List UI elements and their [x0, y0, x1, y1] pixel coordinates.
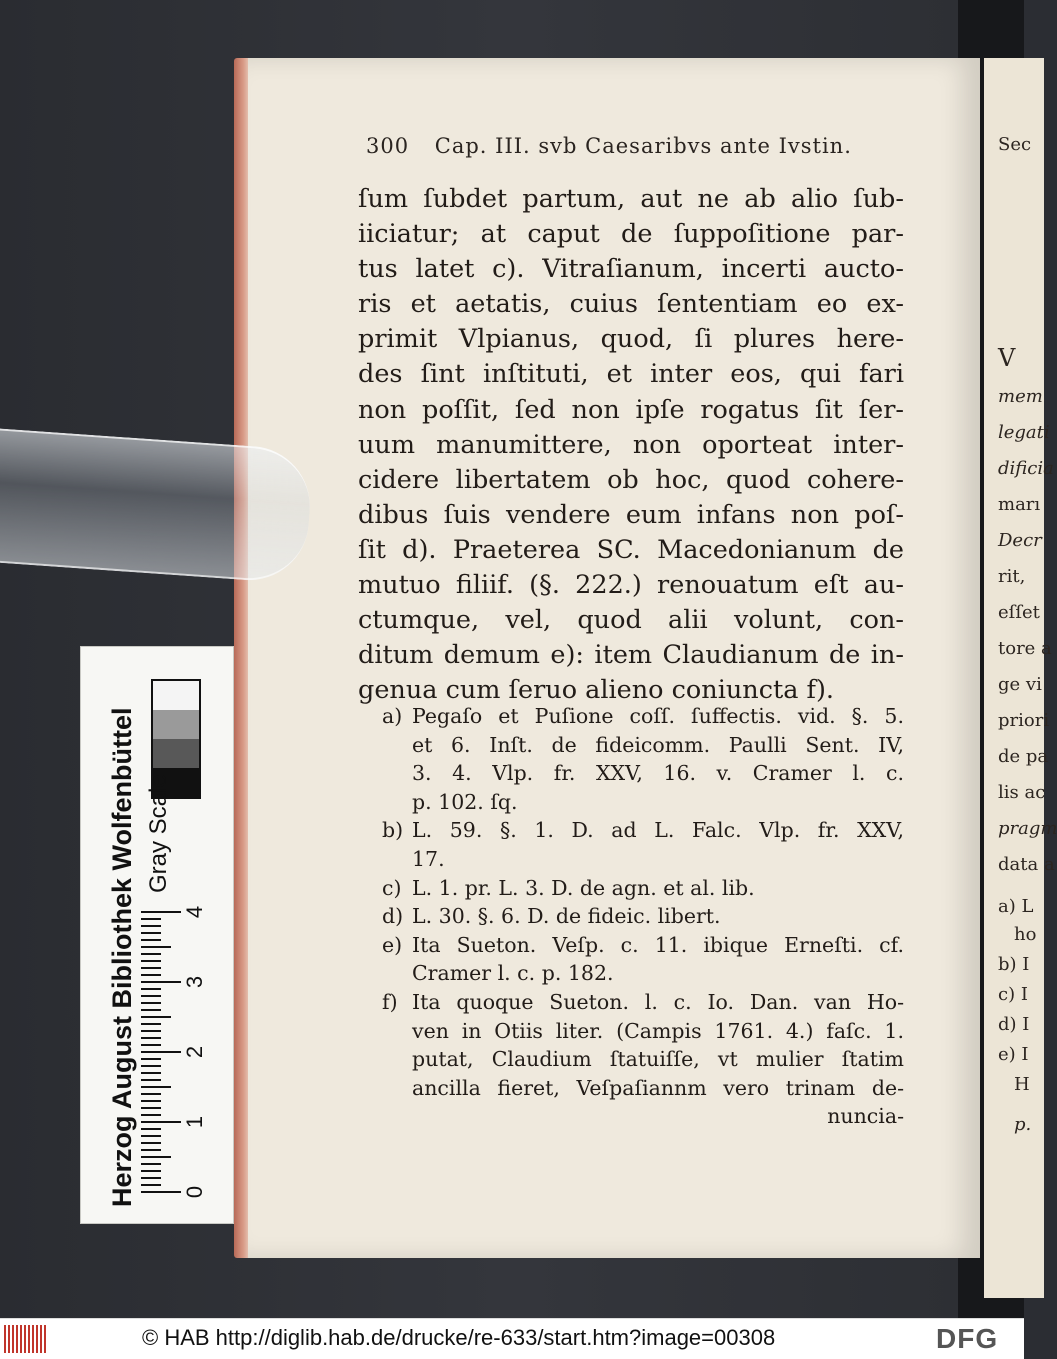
ruler-tick — [141, 995, 161, 997]
facing-page-text: data a — [998, 854, 1055, 875]
footnote-label: c) — [382, 875, 402, 900]
ruler-tick — [141, 1079, 161, 1081]
ruler-tick — [141, 1009, 161, 1011]
ruler-tick — [141, 1058, 161, 1060]
body-line: ditum demum e): item Claudianum de in- — [358, 640, 904, 671]
footnote-line: Ita quoque Sueton. l. c. Io. Dan. van Ho- — [412, 989, 904, 1014]
body-line: non poſſit, ſed non ipſe rogatus ſit ſer- — [358, 394, 904, 425]
body-text — [358, 182, 904, 708]
ruler-number: 3 — [182, 975, 208, 989]
facing-page-text: mem — [998, 386, 1043, 407]
footnote-line: et 6. Inſt. de fideicomm. Paulli Sent. IV, — [412, 732, 904, 757]
footnote-b — [382, 816, 904, 873]
body-line: tus latet c). Vitraſianum, incerti aucto- — [358, 254, 904, 285]
body-line: cidere libertatem ob hoc, quod cohere- — [358, 464, 904, 495]
barcode-icon — [4, 1325, 48, 1353]
footnote-line: ven in Otiis liter. (Campis 1761. 4.) faſc. 1. — [412, 1018, 904, 1043]
ruler-tick — [141, 1065, 161, 1067]
ruler-tick — [141, 1044, 161, 1046]
ruler-tick — [141, 1142, 161, 1144]
ruler-tick — [141, 1156, 171, 1158]
body-line: ctumque, vel, quod alii volunt, con- — [358, 605, 904, 636]
ruler-tick — [141, 1051, 181, 1053]
ruler-tick — [141, 1184, 161, 1186]
facing-page-text: d) I — [998, 1014, 1030, 1035]
footnote-line: putat, Claudium ſtatuiſſe, vt mulier ſtatim — [412, 1047, 904, 1072]
footnote-line: ancilla fieret, Veſpaſiannm vero trinam de- — [412, 1075, 904, 1100]
ruler-tick — [141, 1163, 161, 1165]
ruler-tick — [141, 1121, 181, 1123]
body-line: des ſint inſtituti, et inter eos, qui fari — [358, 359, 904, 390]
ruler-tick — [141, 1072, 161, 1074]
ruler-tick — [141, 1100, 161, 1102]
facing-page-text: H — [1014, 1074, 1030, 1095]
body-line: mutuo filiif. (§. 222.) renouatum eſt au- — [358, 570, 904, 601]
footnote-line: Ita Sueton. Veſp. c. 11. ibique Erneſti. cf. — [412, 932, 904, 957]
body-line: genua cum ſeruo alieno coniuncta f). — [358, 675, 835, 706]
ruler-tick — [141, 1107, 161, 1109]
color-scale-card — [80, 646, 234, 1224]
body-line: ſit d). Praeterea SC. Macedonianum de — [358, 534, 904, 565]
ruler-tick — [141, 960, 161, 962]
facing-page-text: c) I — [998, 984, 1028, 1005]
ruler-tick — [141, 932, 161, 934]
book-page — [248, 58, 980, 1258]
ruler — [137, 905, 217, 1205]
footnote-label: e) — [382, 932, 403, 957]
ruler-tick — [141, 1177, 161, 1179]
footnote-label: d) — [382, 904, 404, 929]
ruler-tick — [141, 1135, 161, 1137]
facing-page-text: p. — [1014, 1114, 1032, 1135]
dfg-logo: DFG — [936, 1323, 999, 1354]
ruler-tick — [141, 1128, 161, 1130]
running-head-title: Cap. III. svb Caesaribvs ante Ivstin. — [434, 134, 852, 158]
footnote-label: b) — [382, 818, 404, 843]
footnote-line: L. 30. §. 6. D. de fideic. libert. — [412, 904, 721, 929]
facing-page-text: e) I — [998, 1044, 1029, 1065]
facing-page-text: lis ac — [998, 782, 1046, 803]
body-line: primit Vlpianus, quod, ſi plures here- — [358, 324, 904, 355]
ruler-tick — [141, 1002, 161, 1004]
ruler-tick — [141, 925, 161, 927]
facing-page-text: tore a — [998, 638, 1052, 659]
footnote-a — [382, 702, 904, 816]
ruler-tick — [141, 1086, 171, 1088]
facing-page-text: V — [998, 344, 1016, 372]
footer-bar — [0, 1318, 1024, 1359]
facing-page-text: de pa — [998, 746, 1049, 767]
ruler-tick — [141, 1037, 161, 1039]
footnote-line: Cramer l. c. p. 182. — [412, 961, 614, 986]
ruler-number: 0 — [182, 1185, 208, 1199]
ruler-tick — [141, 1023, 161, 1025]
ruler-tick — [141, 1114, 161, 1116]
footnote-line: L. 59. §. 1. D. ad L. Falc. Vlp. fr. XXV, — [412, 818, 904, 843]
institution-label: Herzog August Bibliothek Wolfenbüttel — [107, 707, 137, 1207]
running-head — [366, 134, 926, 158]
body-line: uum manumittere, non oporteat inter- — [358, 429, 904, 460]
facing-page-text: Sec — [998, 134, 1032, 155]
glass-page-weight — [0, 428, 314, 584]
facing-page-text: ge vi — [998, 674, 1042, 695]
copyright-link[interactable]: © HAB http://diglib.hab.de/drucke/re-633/start.htm?image=00308 — [142, 1325, 776, 1350]
body-line: dibus ſuis vendere eum infans non poſ- — [358, 499, 904, 530]
footnote-c — [382, 874, 904, 903]
facing-page-text: rit, — [998, 566, 1026, 587]
ruler-tick — [141, 981, 181, 983]
gray-scale-label: Gray Scale — [145, 774, 172, 893]
ruler-tick — [141, 1191, 181, 1193]
footnotes — [382, 702, 904, 1131]
ruler-tick — [141, 1093, 161, 1095]
facing-page-text: b) I — [998, 954, 1030, 975]
ruler-tick — [141, 1170, 161, 1172]
ruler-tick — [141, 918, 161, 920]
facing-page-text: dificia — [998, 458, 1054, 479]
ruler-tick — [141, 974, 161, 976]
ruler-tick — [141, 911, 181, 913]
body-line: iiciatur; at caput de ſuppoſitione par- — [358, 219, 904, 250]
ruler-tick — [141, 967, 161, 969]
catchword: nuncia- — [827, 1104, 904, 1129]
ruler-tick — [141, 1149, 161, 1151]
footnote-e — [382, 931, 904, 988]
facing-page-edge — [984, 58, 1057, 1298]
footnote-line: 17. — [412, 846, 445, 871]
facing-page-text: pragm — [998, 818, 1057, 839]
ruler-number: 1 — [182, 1115, 208, 1129]
ruler-tick — [141, 953, 161, 955]
footnote-line: Pegaſo et Puſione coſſ. ſuffectis. vid. §. 5. — [412, 704, 904, 728]
facing-page-text: Decr — [998, 530, 1042, 551]
ruler-tick — [141, 1030, 161, 1032]
footnote-label: f) — [382, 989, 398, 1014]
ruler-number: 2 — [182, 1045, 208, 1059]
facing-page-text: priori — [998, 710, 1050, 731]
ruler-tick — [141, 946, 171, 948]
body-line: ris et aetatis, cuius ſententiam eo ex- — [358, 289, 904, 320]
ruler-tick — [141, 939, 161, 941]
footnote-label: a) — [382, 704, 403, 728]
page-number: 300 — [366, 134, 410, 158]
ruler-tick — [141, 1016, 171, 1018]
facing-page-text: legati — [998, 422, 1050, 443]
facing-page-text: eſſet — [998, 602, 1040, 623]
body-line: ſum ſubdet partum, aut ne ab alio ſub- — [358, 184, 904, 214]
footnote-d — [382, 902, 904, 931]
footnote-line: L. 1. pr. L. 3. D. de agn. et al. lib. — [412, 875, 755, 900]
facing-page-text: a) L — [998, 896, 1034, 917]
footnote-line: p. 102. ſq. — [412, 789, 518, 814]
ruler-number: 4 — [182, 905, 208, 919]
footnote-line: 3. 4. Vlp. fr. XXV, 16. v. Cramer l. c. — [412, 761, 904, 786]
ruler-tick — [141, 988, 161, 990]
footnote-f — [382, 988, 904, 1102]
facing-page-text: ho — [1014, 924, 1037, 945]
facing-page-text: marı — [998, 494, 1041, 515]
